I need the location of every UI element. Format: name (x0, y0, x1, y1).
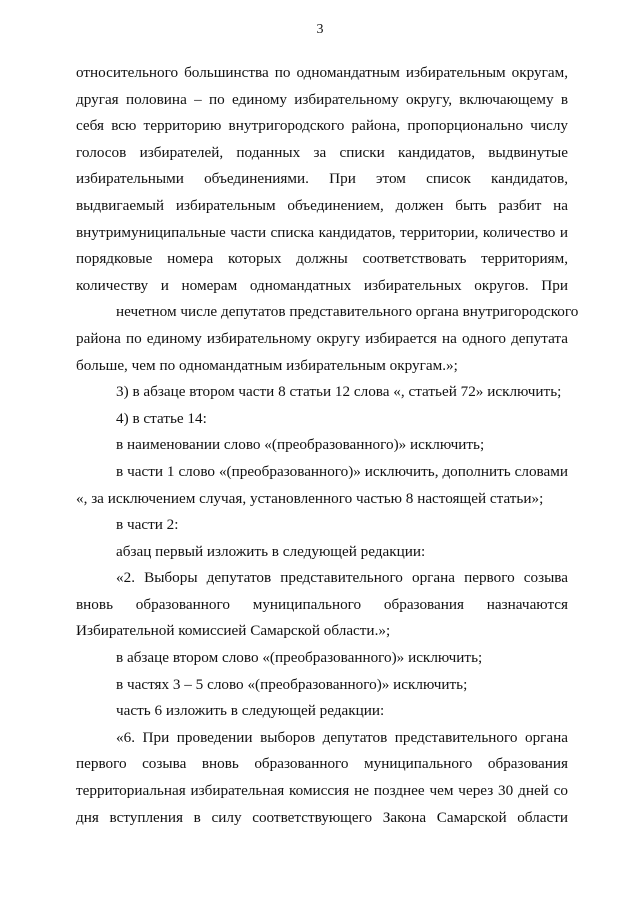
text-line: Избирательной комиссией Самарской области.»; (76, 622, 391, 640)
text-line: в частях 3 – 5 слово «(преобразованного)» исключить; (116, 675, 468, 693)
text-line: внутримуниципальные части списка кандидатов, территории, количество и (76, 223, 568, 241)
text-line: часть 6 изложить в следующей редакции: (116, 702, 385, 720)
text-line: в наименовании слово «(преобразованного)» исключить; (116, 436, 485, 454)
text-line: нечетном числе депутатов представительного органа внутригородского (116, 303, 579, 321)
text-line: района по единому избирательному округу избирается на одного депутата (76, 329, 568, 347)
text-line: больше, чем по одномандатным избирательным округам.»; (76, 356, 458, 374)
text-line: избирательными объединениями. При этом список кандидатов, (76, 170, 568, 188)
text-line: в части 1 слово «(преобразованного)» исключить, дополнить словами (116, 462, 568, 480)
text-line: порядковые номера которых должны соответствовать территориям, (76, 250, 568, 268)
text-line: вновь образованного муниципального образования назначаются (76, 595, 568, 613)
text-line: абзац первый изложить в следующей редакции: (116, 542, 426, 560)
text-line: количеству и номерам одномандатных избирательных округов. При (76, 276, 568, 294)
text-line: «2. Выборы депутатов представительного органа первого созыва (116, 569, 568, 587)
text-line: выдвигаемый избирательным объединением, должен быть разбит на (76, 196, 568, 214)
text-line: территориальная избирательная комиссия не позднее чем через 30 дней со (76, 782, 568, 800)
text-line: голосов избирателей, поданных за списки кандидатов, выдвинутые (76, 143, 568, 161)
text-line: 3) в абзаце втором части 8 статьи 12 слова «, статьей 72» исключить; (116, 383, 562, 401)
text-line: дня вступления в силу соответствующего Закона Самарской области (76, 808, 568, 826)
text-line: относительного большинства по одномандатным избирательным округам, (76, 64, 568, 81)
text-line: «, за исключением случая, установленного частью 8 настоящей статьи»; (76, 489, 544, 507)
text-line: 4) в статье 14: (116, 409, 207, 427)
page-number: 3 (316, 22, 324, 37)
text-line: в абзаце втором слово «(преобразованного)» исключить; (116, 649, 483, 667)
text-line: другая половина – по единому избирательному округу, включающему в (76, 90, 568, 108)
document-body (76, 60, 579, 831)
text-line: в части 2: (116, 516, 179, 534)
text-line: «6. При проведении выборов депутатов представительного органа (116, 728, 568, 746)
text-line: первого созыва вновь образованного муниципального образования (76, 755, 568, 773)
text-line: себя всю территорию внутригородского района, пропорционально числу (76, 117, 568, 135)
